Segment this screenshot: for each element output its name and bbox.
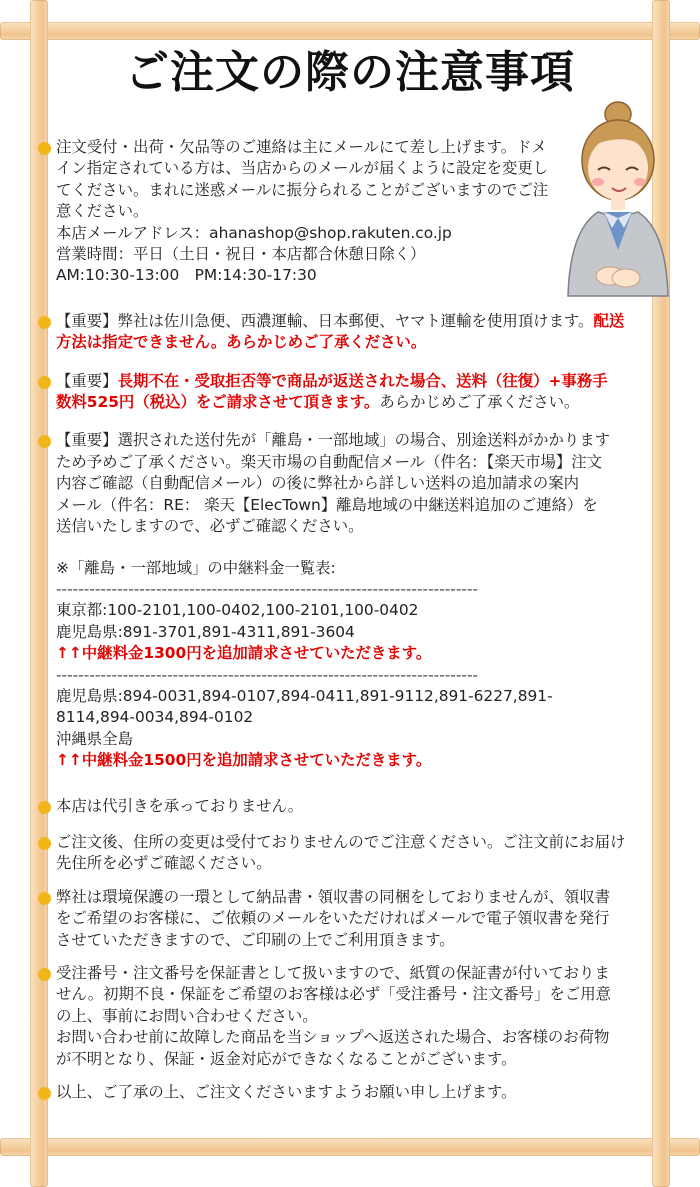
text-line: ご注文後、住所の変更は受付ておりませんのでご注意ください。ご注文前にお届け [56, 832, 626, 851]
text-line: 内容ご確認（自動配信メール）の後に弊社から詳しい送料の追加請求の案内 [56, 474, 579, 493]
emphasis-text: 数料525円（税込）をご請求させて頂きます。 [56, 393, 380, 412]
text-line: 弊社は環境保護の一環として納品書・領収書の同梱をしておりませんが、領収書 [56, 887, 611, 906]
page-title: ご注文の際の注意事項 [125, 47, 575, 98]
bullet-icon [38, 435, 51, 448]
frame-bottom-plank [0, 1138, 700, 1156]
store-email: 本店メールアドレス：ahanashop@shop.rakuten.co.jp [56, 223, 452, 242]
divider: ---------------------------------------------------------------------------- [56, 665, 479, 684]
bullet-icon [38, 142, 51, 155]
text-line: 【重要】選択された送付先が「離島・一部地域」の場合、別途送料がかかります [56, 431, 611, 450]
bullet-icon [38, 801, 51, 814]
bullet-icon [38, 892, 51, 905]
notice-item-contact [38, 137, 588, 287]
notice-item-closing [38, 1082, 664, 1103]
text-line: 受注番号・注文番号を保証書として扱いますので、紙質の保証書が付いておりま [56, 964, 610, 982]
emphasis-text: 長期不在・受取拒否等で商品が返送された場合、送料（往復）+事務手 [117, 371, 608, 390]
bullet-icon [38, 968, 51, 981]
text-line: 先住所を必ずご確認ください。 [56, 854, 272, 873]
text-line: が不明となり、保証・返金対応ができなくなることがございます。 [56, 1049, 517, 1068]
text-line: させていただきますので、ご印刷の上でご利用頂きます。 [56, 930, 455, 949]
text-line: ため予めご了承ください。楽天市場の自動配信メール（件名：【楽天市場】注文 [56, 452, 603, 471]
text-line: 以上、ご了承の上、ご注文くださいますようお願い申し上げます。 [56, 1083, 517, 1102]
fee-note: ↑↑中継料金1500円を追加請求させていただきます。 [56, 751, 432, 770]
business-times: AM:10:30-13:00 PM:14:30-17:30 [56, 266, 317, 285]
bullet-icon [38, 1087, 51, 1100]
fee-row: 沖縄県全島 [56, 729, 133, 748]
text-line: 送信いたしますので、必ずご確認ください。 [56, 517, 364, 536]
notice-content [38, 137, 664, 1103]
notice-item-remote-areas [38, 430, 664, 771]
text-line: てください。まれに迷惑メールに振分られることがございますのでご注 [56, 180, 549, 199]
fee-row: 鹿児島県:894-0031,894-0107,894-0411,891-9112,891-6227,891- [56, 686, 553, 705]
text-line: 注文受付・出荷・欠品等のご連絡は主にメールにて差し上げます。ドメ [56, 138, 547, 156]
notice-item-warranty [38, 963, 664, 1070]
fee-row: 鹿児島県:891-3701,891-4311,891-3604 [56, 622, 355, 641]
divider: ---------------------------------------------------------------------------- [56, 579, 479, 598]
text-line: の上、事前にお問い合わせください。 [56, 1006, 318, 1025]
notice-item-cod [38, 796, 664, 817]
emphasis-text: 方法は指定できません。あらかじめご了承ください。 [56, 333, 427, 352]
fee-row: 8114,894-0034,894-0102 [56, 708, 254, 727]
notice-item-address-change [38, 832, 664, 875]
bullet-icon [38, 376, 51, 389]
fee-note: ↑↑中継料金1300円を追加請求させていただきます。 [56, 644, 432, 663]
fee-row: 東京都:100-2101,100-0402,100-2101,100-0402 [56, 601, 419, 620]
fee-table-title: ※「離島・一部地域」の中継料金一覧表: [56, 558, 336, 577]
text-line: お問い合わせ前に故障した商品を当ショップへ返送された場合、お客様のお荷物 [56, 1028, 610, 1047]
emphasis-text: 配送 [593, 311, 625, 330]
text-line: イン指定されている方は、当店からのメールが届くように設定を変更し [56, 159, 549, 178]
text-line: メール（件名：RE： 楽天【ElecTown】離島地域の中継送料追加のご連絡）を [56, 495, 598, 514]
notice-item-receipt [38, 887, 664, 951]
notice-item-carriers: 【重要】弊社は佐川急便、西濃運輸、日本郵便、ヤマト運輸を使用頂けます。配送 方法は指定できません。あらかじめご了承ください。 [38, 311, 664, 354]
text-line: せん。初期不良・保証をご希望のお客様は必ず「受注番号・注文番号」をご用意 [56, 985, 611, 1004]
bullet-icon [38, 837, 51, 850]
bullet-icon [38, 316, 51, 329]
business-hours: 営業時間：平日（土日・祝日・本店都合休憩日除く） [56, 245, 426, 264]
notice-item-returns: 【重要】長期不在・受取拒否等で商品が返送された場合、送料（往復）+事務手 数料525円（税込）をご請求させて頂きます。あらかじめご了承ください。 [38, 371, 664, 414]
text-line: 意ください。 [56, 202, 149, 221]
text-line: 本店は代引きを承っておりません。 [56, 796, 304, 815]
text-line: をご希望のお客様に、ご依頼のメールをいただければメールで電子領収書を発行 [56, 909, 610, 928]
